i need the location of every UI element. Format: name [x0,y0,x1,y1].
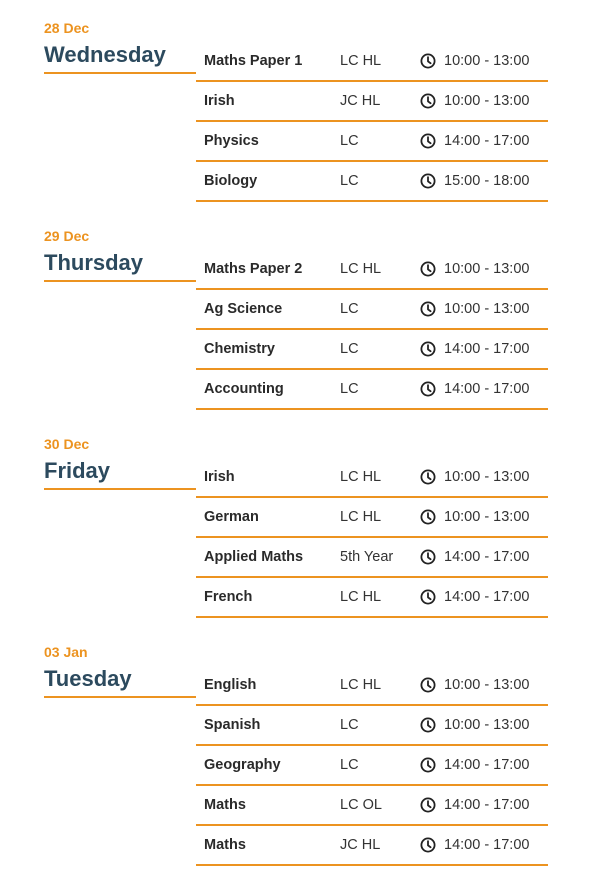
exam-level: LC HL [340,261,382,277]
exam-subject: Biology [204,173,258,189]
exam-level: LC HL [340,677,382,693]
exam-subject: Maths [204,837,246,853]
day-section [0,228,592,410]
exam-subject: Maths [204,797,246,813]
clock-icon [420,589,436,605]
exam-time: 14:00 - 17:00 [444,341,530,357]
clock-icon [420,261,436,277]
exam-subject: Irish [204,469,235,485]
exam-level: LC [340,341,359,357]
exam-time: 14:00 - 17:00 [444,797,530,813]
exam-level: LC HL [340,53,382,69]
clock-icon [420,301,436,317]
clock-icon [420,757,436,773]
day-name: Friday [44,458,111,483]
exam-time: 14:00 - 17:00 [444,133,530,149]
clock-icon [420,381,436,397]
clock-icon [420,717,436,733]
day-divider [44,280,196,282]
exam-level: LC [340,133,359,149]
day-divider [44,696,196,698]
clock-icon [420,509,436,525]
day-section [0,20,592,202]
exam-row [196,370,548,410]
exam-level: LC HL [340,469,382,485]
exam-subject: English [204,677,257,693]
exam-row [196,122,548,162]
day-name: Thursday [44,250,144,275]
clock-icon [420,677,436,693]
day-name: Wednesday [44,42,166,67]
exam-row [196,538,548,578]
exam-subject: Applied Maths [204,549,304,565]
day-name: Tuesday [44,666,132,691]
exam-subject: French [204,589,253,605]
exam-level: LC [340,717,359,733]
exam-subject: Physics [204,133,259,149]
clock-icon [420,797,436,813]
clock-icon [420,133,436,149]
exam-row [196,498,548,538]
exam-time: 10:00 - 13:00 [444,469,530,485]
exam-time: 10:00 - 13:00 [444,93,530,109]
clock-icon [420,837,436,853]
exam-time: 14:00 - 17:00 [444,757,530,773]
exam-subject: Maths Paper 1 [204,53,303,69]
exam-row [196,746,548,786]
exam-subject: Maths Paper 2 [204,261,303,277]
exam-level: LC HL [340,509,382,525]
exam-row [196,578,548,618]
clock-icon [420,173,436,189]
clock-icon [420,469,436,485]
exam-time: 14:00 - 17:00 [444,837,530,853]
exam-level: LC [340,381,359,397]
day-date: 03 Jan [44,644,88,660]
day-section [0,436,592,618]
exam-subject: Spanish [204,717,261,733]
exam-subject: Ag Science [204,301,283,317]
exam-level: LC [340,173,359,189]
exam-level: 5th Year [340,549,394,565]
exam-row [196,162,548,202]
exam-time: 10:00 - 13:00 [444,261,530,277]
exam-row [196,706,548,746]
exam-time: 10:00 - 13:00 [444,677,530,693]
exam-subject: German [204,509,259,525]
day-divider [44,72,196,74]
day-date: 28 Dec [44,20,90,36]
exam-subject: Chemistry [204,341,275,357]
exam-row [196,330,548,370]
day-section [0,644,592,866]
exam-time: 10:00 - 13:00 [444,509,530,525]
clock-icon [420,93,436,109]
exam-row [196,250,548,290]
exam-time: 10:00 - 13:00 [444,301,530,317]
exam-row [196,826,548,866]
exam-level: LC OL [340,797,382,813]
day-date: 30 Dec [44,436,90,452]
exam-subject: Geography [204,757,281,773]
exam-time: 14:00 - 17:00 [444,549,530,565]
exam-level: JC HL [340,93,381,109]
exam-time: 14:00 - 17:00 [444,589,530,605]
exam-row [196,666,548,706]
day-date: 29 Dec [44,228,90,244]
exam-level: LC [340,301,359,317]
clock-icon [420,53,436,69]
exam-subject: Irish [204,93,235,109]
exam-level: LC HL [340,589,382,605]
exam-level: JC HL [340,837,381,853]
day-divider [44,488,196,490]
exam-level: LC [340,757,359,773]
exam-row [196,82,548,122]
exam-row [196,42,548,82]
exam-row [196,290,548,330]
exam-subject: Accounting [204,381,284,397]
clock-icon [420,341,436,357]
exam-time: 10:00 - 13:00 [444,53,530,69]
exam-time: 10:00 - 13:00 [444,717,530,733]
exam-row [196,786,548,826]
clock-icon [420,549,436,565]
exam-time: 14:00 - 17:00 [444,381,530,397]
exam-time: 15:00 - 18:00 [444,173,530,189]
exam-row [196,458,548,498]
